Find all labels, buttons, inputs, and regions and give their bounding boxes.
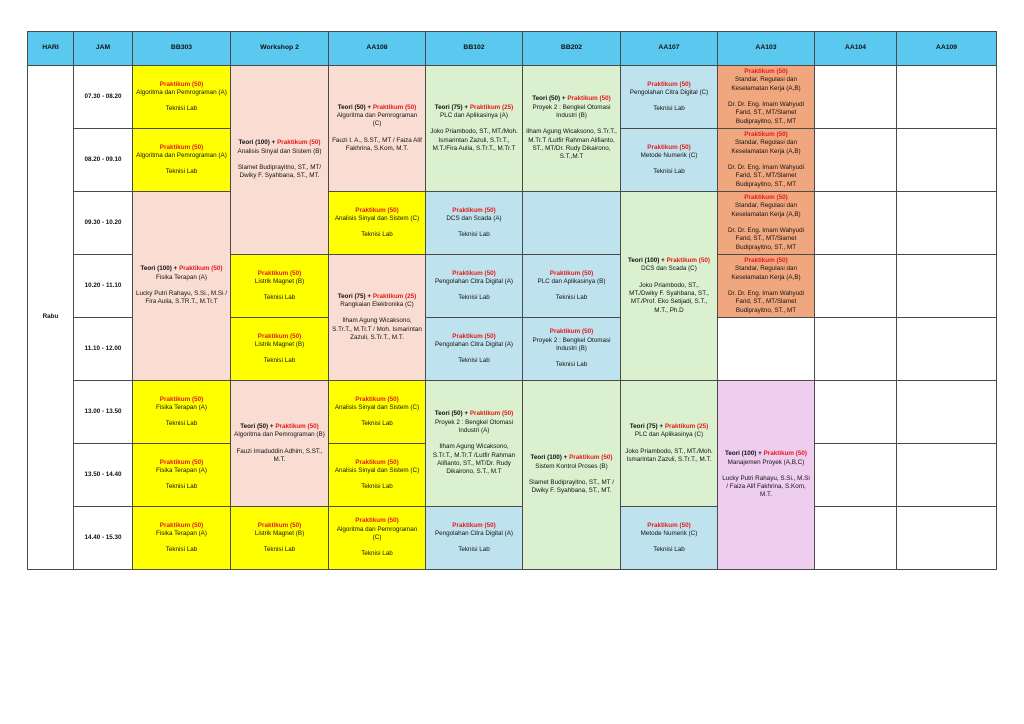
- schedule-cell: [133, 444, 231, 507]
- session-type: Praktikum (25): [372, 292, 417, 300]
- course-name: Metode Numerik (C): [640, 151, 698, 159]
- schedule-cell: [718, 255, 815, 318]
- schedule-cell: [523, 381, 621, 570]
- session-type: Praktikum (50): [159, 80, 204, 88]
- schedule-cell: [133, 192, 231, 381]
- course-name: Analisis Sinyal dan Sistem (C): [334, 403, 420, 411]
- empty-cell: [815, 444, 897, 507]
- header-row: [28, 32, 997, 66]
- plus-sign: +: [756, 450, 764, 458]
- schedule-cell: [133, 66, 231, 129]
- header-room-aa108: AA108: [329, 32, 426, 66]
- header-room-bb102: BB102: [426, 32, 523, 66]
- plus-sign: +: [269, 139, 278, 147]
- lecturer-name: Ilham Agung Wicaksono, S.Tr.T., M.Tr.T /Lutfir Rahman Alifianto, ST., MT/Dr. Rudy Dikairono, S.T.,M.T: [526, 128, 617, 161]
- session-type: Praktikum (50): [452, 332, 496, 340]
- session-type: Praktikum (50): [744, 68, 788, 76]
- schedule-cell: [329, 444, 426, 507]
- empty-cell: [897, 192, 997, 255]
- empty-cell: [815, 129, 897, 192]
- plus-sign: +: [171, 265, 180, 273]
- day-cell: Rabu: [28, 66, 74, 570]
- course-name: Proyek 2 : Bengkel Otomasi Industri (B): [532, 103, 611, 120]
- session-type: Teori (50): [337, 103, 366, 111]
- session-type: Praktikum (50): [647, 521, 691, 529]
- session-type: Teori (75): [629, 422, 658, 430]
- plus-sign: +: [561, 454, 570, 462]
- lab-technician: Teknisi Lab: [165, 546, 198, 554]
- lecturer-name: Ilham Agung Wicaksono, S.Tr.T., M.Tr.T /Lutfir Rahman Alifianto, ST., MT/Dr. Rudy Dikairono, S.T., M.T: [432, 443, 516, 476]
- schedule-cell: [231, 381, 329, 507]
- schedule-cell: [329, 192, 426, 255]
- lab-technician: Teknisi Lab: [165, 168, 198, 176]
- lecturer-name: Lucky Putri Rahayu, S.Si., M.Si / Fira Aulia, S.TR.T., M.Tr.T: [136, 290, 227, 306]
- schedule-cell: [329, 507, 426, 570]
- lecturer-name: Ilham Agung Wicaksono, S.Tr.T., M.Tr.T / Moh. Ismarintan Zazuli, S.Tr.T., M.T.: [332, 317, 422, 341]
- session-type: Praktikum (50): [452, 206, 496, 214]
- lab-technician: Teknisi Lab: [361, 420, 393, 428]
- time-cell: 07.30 - 08.20: [74, 66, 133, 129]
- lab-technician: Teknisi Lab: [653, 168, 685, 176]
- session-type: Praktikum (50): [355, 206, 399, 214]
- schedule-cell: [329, 255, 426, 381]
- lab-technician: Teknisi Lab: [458, 546, 490, 554]
- schedule-cell: [231, 318, 329, 381]
- session-type: Teori (75): [434, 103, 463, 111]
- empty-cell: [897, 129, 997, 192]
- lab-technician: Teknisi Lab: [165, 105, 198, 113]
- time-cell: 11.10 - 12.00: [74, 318, 133, 381]
- course-name: Listrik Magnet (B): [254, 277, 305, 285]
- header-room-workshop-2: Workshop 2: [231, 32, 329, 66]
- time-cell: 14.40 - 15.30: [74, 507, 133, 570]
- session-type: Praktikum (50): [257, 269, 302, 277]
- course-name: Proyek 2 : Bengkel Otomasi Industri (B): [532, 336, 611, 352]
- session-type: Praktikum (50): [372, 103, 417, 111]
- lecturer-name: Dr. Dr. Eng. Imam Wahyudi Farid, ST., MT/Slamet Budiprayitno, ST., MT: [727, 290, 805, 314]
- empty-cell: [815, 192, 897, 255]
- course-name: PLC dan Aplikasinya (B): [537, 277, 606, 285]
- table-row: [28, 381, 997, 444]
- schedule-cell: [523, 318, 621, 381]
- schedule-cell: [426, 318, 523, 381]
- schedule-cell: [718, 66, 815, 129]
- plus-sign: +: [462, 410, 470, 418]
- lab-technician: Teknisi Lab: [165, 420, 198, 428]
- schedule-cell: [718, 381, 815, 570]
- schedule-cell: [426, 507, 523, 570]
- session-type: Praktikum (50): [257, 521, 302, 529]
- plus-sign: +: [365, 292, 373, 300]
- course-name: Fisika Terapan (A): [156, 466, 207, 474]
- plus-sign: +: [268, 422, 276, 430]
- course-name: DCS dan Scada (A): [446, 214, 502, 222]
- plus-sign: +: [659, 257, 667, 265]
- lecturer-name: Slamet Budiprayitno, ST., MT / Dwiky F. Syahbana, ST., MT.: [529, 479, 614, 495]
- schedule-cell: [231, 255, 329, 318]
- course-name: Analisis Sinyal dan Sistem (C): [334, 466, 420, 474]
- course-name: Standar, Regulasi dan Keselamatan Kerja (A,B): [731, 76, 801, 92]
- header-room-aa107: AA107: [621, 32, 718, 66]
- plus-sign: +: [365, 103, 373, 111]
- session-type: Praktikum (50): [647, 80, 691, 88]
- lecturer-name: Joko Priambodo, ST., MT./Dwiky F. Syahbana, ST., MT./Prof. Eko Setijadi, S.T., M.T., Ph.D: [629, 281, 709, 314]
- session-type: Praktikum (50): [744, 257, 788, 265]
- session-type: Praktikum (50): [647, 143, 691, 151]
- empty-cell: [815, 507, 897, 570]
- course-name: Listrik Magnet (B): [254, 529, 305, 537]
- plus-sign: +: [657, 422, 665, 430]
- session-type: Praktikum (50): [744, 131, 788, 139]
- lab-technician: Teknisi Lab: [458, 231, 490, 239]
- course-name: Pengolahan Citra Digital (A): [434, 277, 514, 285]
- schedule-cell: [621, 507, 718, 570]
- session-type: Teori (50): [532, 95, 561, 103]
- course-name: Standar, Regulasi dan Keselamatan Kerja (A,B): [731, 139, 801, 155]
- course-name: Pengolahan Citra Digital (A): [434, 529, 514, 537]
- lab-technician: Teknisi Lab: [263, 294, 296, 302]
- lecturer-name: Joko Priambodo, ST., MT./Moh. Ismarintan Zazuli, S.Tr.T., M.T./Fira Aulia, S.Tr.T., M.Tr.T: [430, 128, 518, 152]
- schedule-cell: [133, 381, 231, 444]
- session-type: Praktikum (50): [452, 269, 496, 277]
- header-hari: HARI: [28, 32, 74, 66]
- course-name: Algoritma dan Pemrograman (C): [336, 525, 418, 541]
- session-type: Teori (100): [628, 257, 660, 265]
- session-type: Praktikum (50): [549, 269, 594, 277]
- session-type: Praktikum (50): [569, 454, 613, 462]
- session-type: Praktikum (50): [355, 395, 399, 403]
- session-type: Praktikum (50): [257, 332, 302, 340]
- schedule-cell: [329, 66, 426, 192]
- session-type: Praktikum (50): [159, 143, 204, 151]
- table-row: [28, 66, 997, 129]
- session-type: Teori (100): [725, 450, 757, 458]
- lab-technician: Teknisi Lab: [653, 546, 685, 554]
- empty-cell: [897, 381, 997, 444]
- time-cell: 13.00 - 13.50: [74, 381, 133, 444]
- session-type: Praktikum (50): [355, 517, 399, 525]
- course-name: Analisis Sinyal dan Sistem (C): [334, 214, 420, 222]
- course-name: Standar, Regulasi dan Keselamatan Kerja (A,B): [731, 265, 801, 281]
- lab-technician: Teknisi Lab: [653, 105, 685, 113]
- lecturer-name: Slamet Budiprayitno, ST., MT/ Dwiky F. Syahbana, ST., MT.: [237, 164, 322, 180]
- session-type: Teori (100): [530, 454, 562, 462]
- lab-technician: Teknisi Lab: [555, 294, 588, 302]
- course-name: Proyek 2 : Bengkel Otomasi Industri (A): [434, 418, 514, 435]
- header-room-bb202: BB202: [523, 32, 621, 66]
- session-type: Teori (50): [434, 410, 463, 418]
- empty-cell: [897, 66, 997, 129]
- session-type: Praktikum (50): [159, 395, 204, 403]
- schedule-cell: [426, 66, 523, 192]
- schedule-cell: [133, 507, 231, 570]
- session-type: Praktikum (50): [763, 450, 807, 458]
- session-type: Praktikum (50): [469, 410, 514, 418]
- session-type: Praktikum (50): [275, 422, 319, 430]
- lecturer-name: Fauzi Imaduddin Adhim, S.ST., M.T.: [236, 447, 323, 463]
- header-room-bb303: BB303: [133, 32, 231, 66]
- header-room-aa104: AA104: [815, 32, 897, 66]
- course-name: Pengolahan Citra Digital (C): [629, 88, 709, 96]
- lecturer-name: Fauzi I. A., S.ST., MT / Faiza Alif Fakhrina, S.Kom, M.T.: [332, 136, 422, 152]
- course-name: Analisis Sinyal dan Sistem (B): [237, 147, 322, 155]
- lab-technician: Teknisi Lab: [263, 357, 296, 365]
- session-type: Praktikum (50): [277, 139, 321, 147]
- lab-technician: Teknisi Lab: [458, 294, 490, 302]
- course-name: Algoritma dan Pemrograman (A): [136, 88, 227, 96]
- lecturer-name: Dr. Dr. Eng. Imam Wahyudi Farid, ST., MT/Slamet Budiprayitno, ST., MT: [727, 101, 805, 125]
- session-type: Praktikum (50): [567, 95, 611, 103]
- lab-technician: Teknisi Lab: [361, 231, 393, 239]
- session-type: Praktikum (50): [452, 521, 496, 529]
- session-type: Praktikum (25): [664, 422, 709, 430]
- plus-sign: +: [560, 95, 568, 103]
- header-jam: JAM: [74, 32, 133, 66]
- session-type: Teori (100): [238, 139, 270, 147]
- session-type: Praktikum (25): [469, 103, 514, 111]
- session-type: Teori (50): [240, 422, 269, 430]
- header-room-aa103: AA103: [718, 32, 815, 66]
- course-name: PLC dan Aplikasinya (A): [440, 112, 508, 120]
- time-cell: 10.20 - 11.10: [74, 255, 133, 318]
- schedule-cell: [621, 192, 718, 381]
- schedule-cell: [718, 129, 815, 192]
- schedule-cell: [133, 129, 231, 192]
- schedule-cell: [523, 255, 621, 318]
- course-name: DCS dan Scada (C): [641, 265, 697, 273]
- lab-technician: Teknisi Lab: [263, 546, 296, 554]
- lab-technician: Teknisi Lab: [361, 483, 393, 491]
- time-cell: 09.30 - 10.20: [74, 192, 133, 255]
- lab-technician: Teknisi Lab: [458, 357, 490, 365]
- empty-cell: [523, 192, 621, 255]
- course-name: Algoritma dan Pemrograman (C): [336, 112, 418, 128]
- plus-sign: +: [462, 103, 470, 111]
- course-name: Standar, Regulasi dan Keselamatan Kerja (A,B): [731, 202, 801, 218]
- empty-cell: [815, 255, 897, 318]
- course-name: Fisika Terapan (A): [156, 403, 207, 411]
- session-type: Praktikum (50): [179, 265, 223, 273]
- lab-technician: Teknisi Lab: [165, 483, 198, 491]
- empty-cell: [897, 318, 997, 381]
- lab-technician: Teknisi Lab: [361, 550, 393, 558]
- course-name: Algoritma dan Pemrograman (A): [136, 151, 227, 159]
- lecturer-name: Lucky Putri Rahayu, S.Si., M.Si / Faiza Alif Fakhrina, S.Kom, M.T.: [722, 474, 810, 499]
- course-name: Fisika Terapan (A): [156, 273, 207, 281]
- empty-cell: [718, 318, 815, 381]
- schedule-cell: [426, 381, 523, 507]
- empty-cell: [897, 507, 997, 570]
- time-cell: 08.20 - 09.10: [74, 129, 133, 192]
- course-name: Fisika Terapan (A): [156, 529, 207, 537]
- schedule-cell: [523, 66, 621, 192]
- session-type: Teori (100): [140, 265, 172, 273]
- schedule-cell: [231, 66, 329, 255]
- empty-cell: [897, 444, 997, 507]
- session-type: Praktikum (50): [666, 257, 710, 265]
- course-name: Metode Numerik (C): [640, 529, 698, 537]
- course-name: Manajemen Proyek (A,B,C): [727, 458, 805, 466]
- schedule-cell: [621, 381, 718, 507]
- empty-cell: [815, 381, 897, 444]
- course-name: Algoritma dan Pemrograman (B): [234, 431, 325, 439]
- empty-cell: [897, 255, 997, 318]
- schedule-cell: [621, 66, 718, 129]
- schedule-cell: [718, 192, 815, 255]
- session-type: Praktikum (50): [549, 328, 594, 336]
- schedule-cell: [621, 129, 718, 192]
- course-name: Pengolahan Citra Digital (A): [434, 340, 514, 348]
- table-row: [28, 507, 997, 570]
- lecturer-name: Dr. Dr. Eng. Imam Wahyudi Farid, ST., MT/Slamet Budiprayitno, ST., MT: [727, 164, 805, 188]
- session-type: Praktikum (50): [355, 458, 399, 466]
- session-type: Praktikum (50): [159, 458, 204, 466]
- schedule-cell: [231, 507, 329, 570]
- schedule-cell: [426, 255, 523, 318]
- course-name: PLC dan Aplikasinya (C): [634, 431, 704, 439]
- time-cell: 13.50 - 14.40: [74, 444, 133, 507]
- session-type: Praktikum (50): [159, 521, 204, 529]
- session-type: Teori (75): [337, 292, 366, 300]
- empty-cell: [815, 66, 897, 129]
- schedule-table: [27, 31, 997, 570]
- course-name: Sistem Kontrol Proses (B): [535, 462, 608, 470]
- lab-technician: Teknisi Lab: [555, 361, 588, 369]
- lecturer-name: Dr. Dr. Eng. Imam Wahyudi Farid, ST., MT/Slamet Budiprayitno, ST., MT: [727, 227, 805, 251]
- course-name: Listrik Magnet (B): [254, 340, 305, 348]
- empty-cell: [815, 318, 897, 381]
- schedule-cell: [426, 192, 523, 255]
- schedule-cell: [329, 381, 426, 444]
- session-type: Praktikum (50): [744, 194, 788, 202]
- course-name: Rangkaian Elektronika (C): [340, 301, 414, 309]
- header-room-aa109: AA109: [897, 32, 997, 66]
- lecturer-name: Joko Priambodo, ST., MT./Moh. Ismarintan Zazuli, S.Tr.T., M.T.: [625, 447, 713, 463]
- table-row: [28, 192, 997, 255]
